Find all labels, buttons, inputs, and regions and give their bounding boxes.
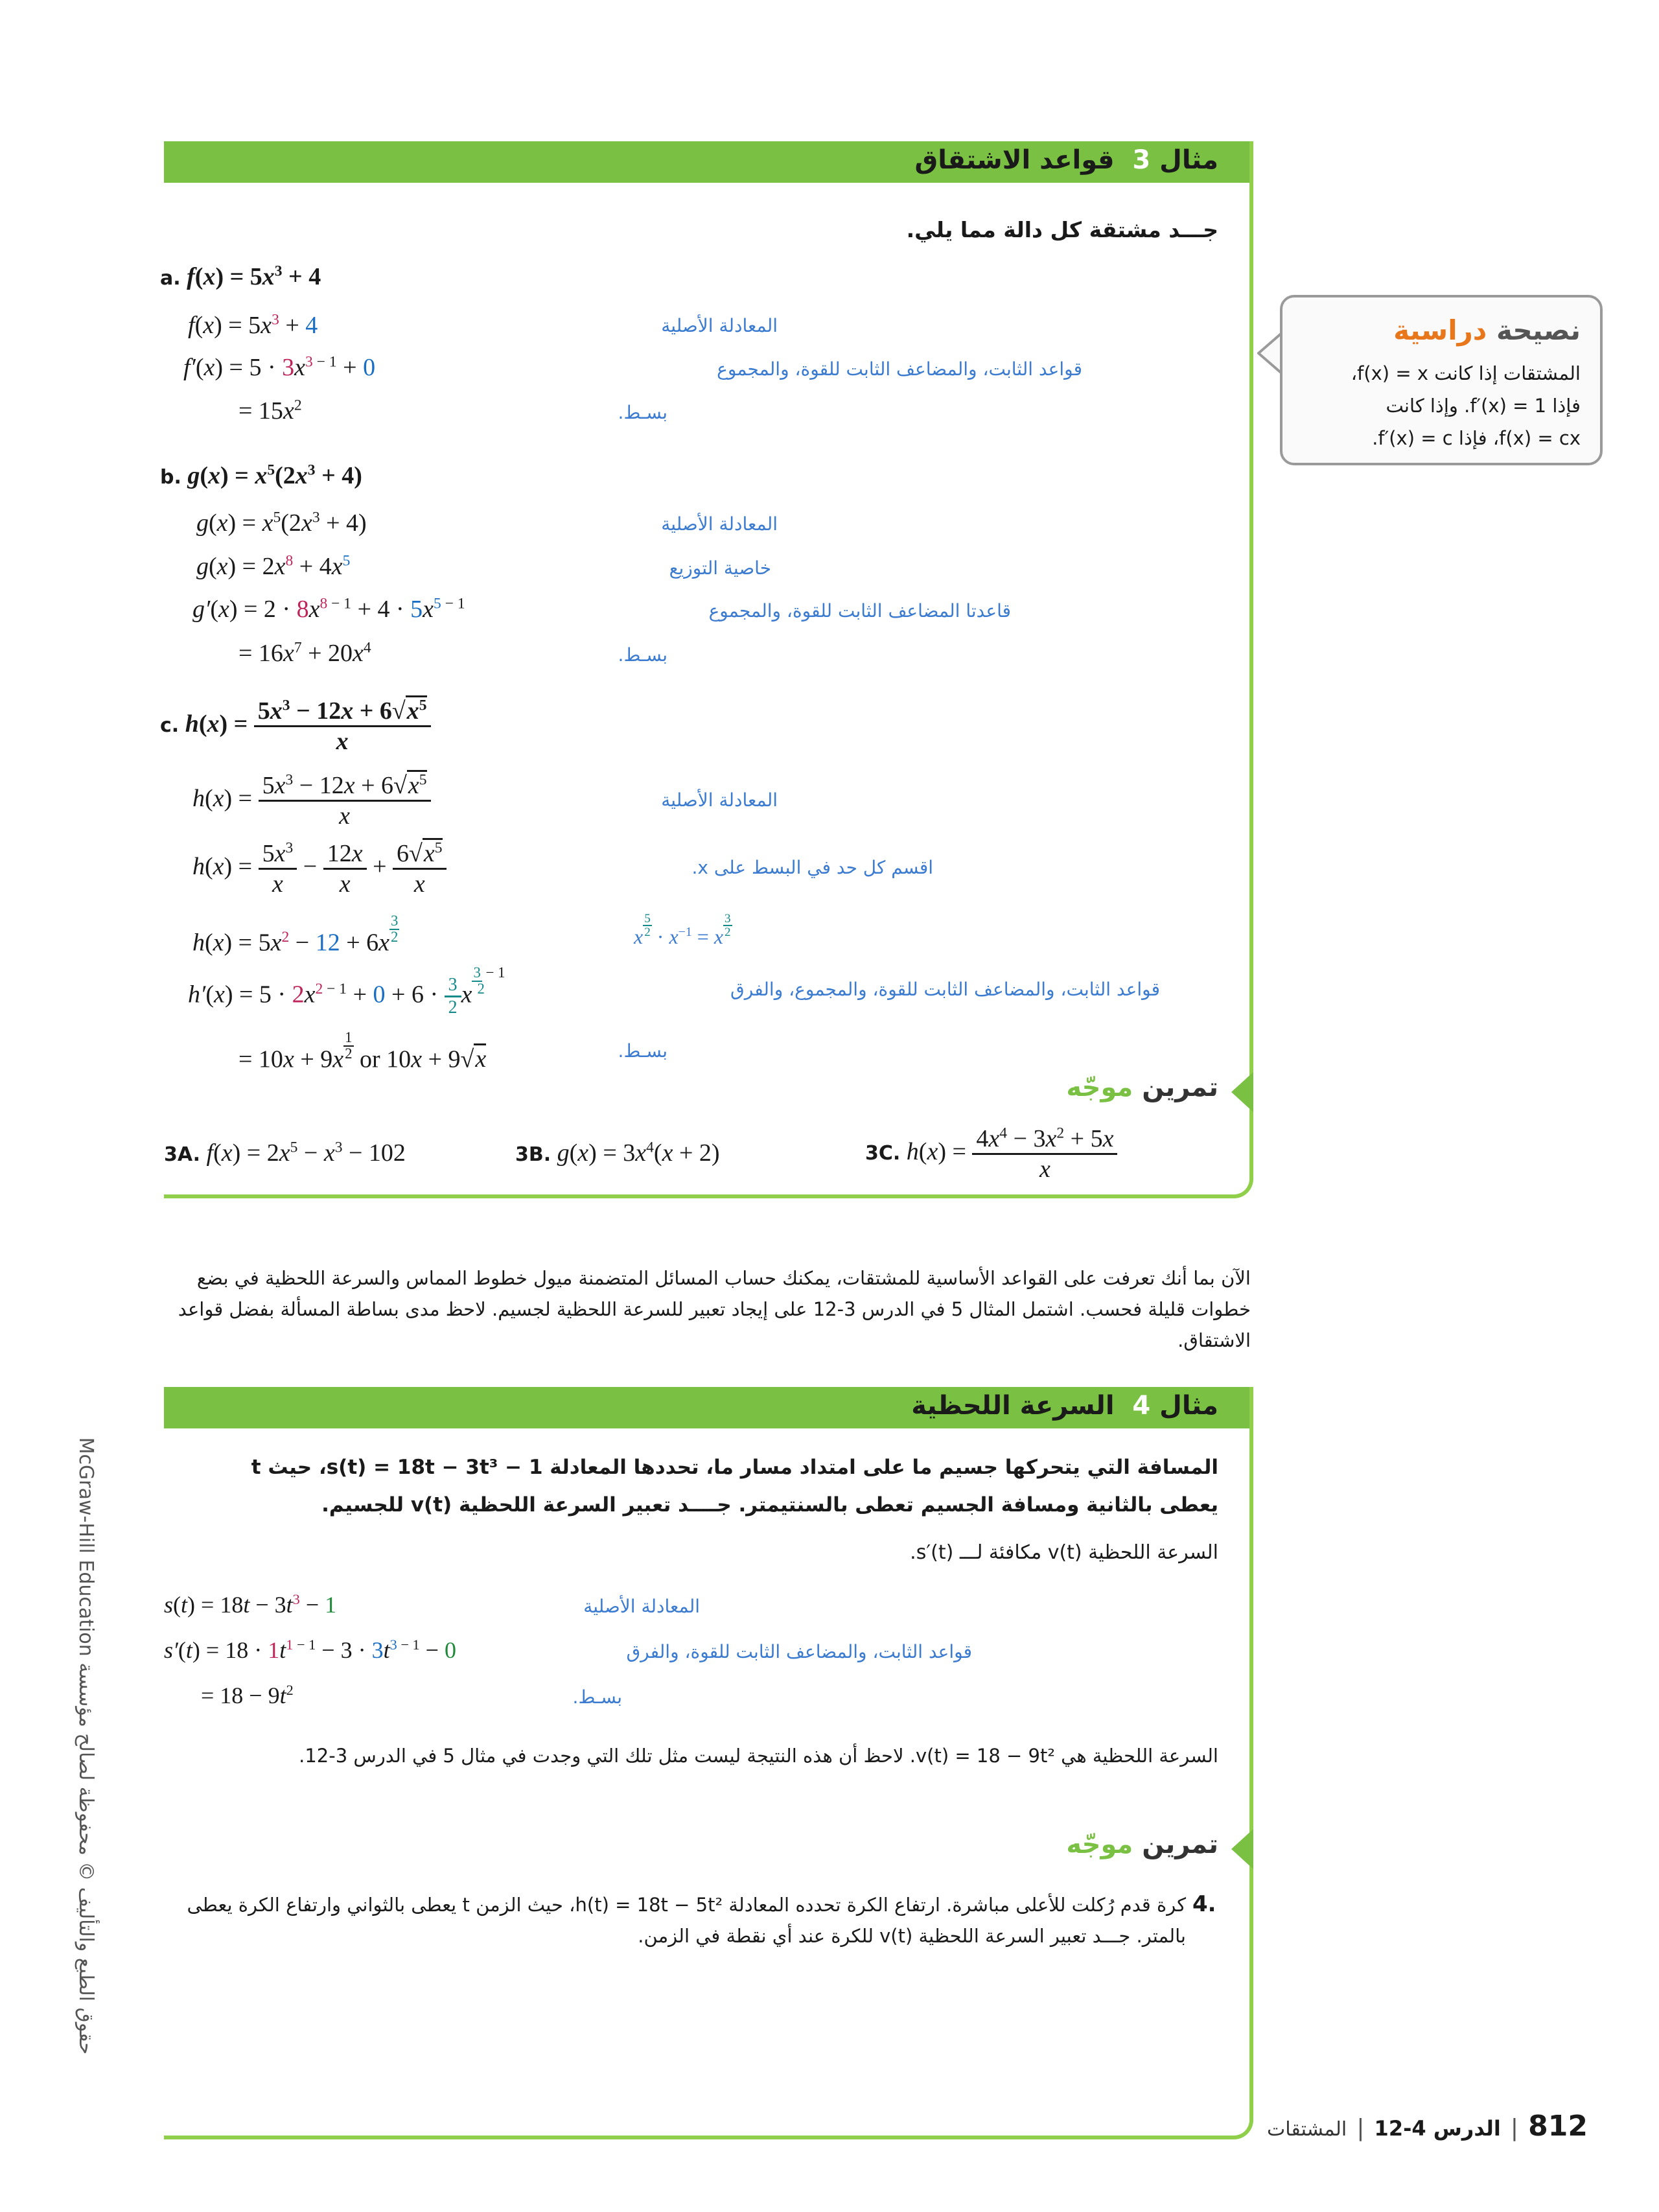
exercise-3a-label: 3A. [164, 1143, 201, 1166]
footer-separator-2: | [1356, 2115, 1365, 2141]
part-c-step-4: $h'(x) = 5 \cdot 2x^{2 - 1} + 0 + 6$ · $\frac{3}{2}$ x3 − 1 2 [188, 964, 505, 1018]
part-a-label: a. [160, 267, 181, 290]
part-b-step-2: $g(x) = 2x^8 + 4x^5$ [196, 552, 351, 580]
example-4-step-2: $s'(t) = 18 \cdot 1t^{1 - 1} - 3 \cdot 3t^{3 - 1} - 0$ [164, 1636, 456, 1663]
part-c-note-1: المعادلة الأصلية [661, 789, 778, 811]
example-number: 3 [1132, 145, 1151, 175]
example-4-conclusion: السرعة اللحظية هي v(t) = 18 − 9t². لاحظ أن هذه النتيجة ليست مثل تلك التي وجدت في مثال 5 في الدرس 3-12. [299, 1745, 1218, 1767]
part-a-note-3: بسـط. [618, 402, 667, 423]
example-label: مثال [1159, 1391, 1218, 1421]
example-label: مثال [1159, 145, 1218, 175]
lesson-label: الدرس 4-12 [1374, 2116, 1501, 2141]
exercise-3c-label: 3C. [865, 1142, 901, 1165]
study-tip-box [1280, 295, 1603, 465]
exercise-4-text: كرة قدم رُكلت للأعلى مباشرة. ارتفاع الكرة تحدده المعادلة h(t) = 18t − 5t²، حيث الزمن t يعطى بالثواني وارتفاع الكرة يعطى بالمتر. جـــد تعبير السرعة اللحظية v(t) للكرة عند أي نقطة في الزمن. [187, 1894, 1186, 1947]
copyright-sidebar: حقوق الطبع والتأليف © محفوظة لصالح مؤسسة McGraw-Hill Education [75, 1437, 97, 2055]
part-b-step-4: = $16x^7 + 20x^4$ [238, 639, 371, 667]
guided-accent-word: موجّه [1066, 1830, 1133, 1859]
study-tip-title-word1: نصيحة [1496, 314, 1581, 346]
part-a-note-1: المعادلة الأصلية [661, 315, 778, 336]
study-tip-title-word2: دراسية [1393, 314, 1487, 346]
study-tip-line-3: f(x) = cx، فإذا f′(x) = c. [1372, 427, 1581, 449]
exercise-3b: 3B. $g(x) = 3x^4(x + 2)$ [515, 1139, 720, 1167]
part-a-heading: a. $f(x) = 5x^3 + 4$ [160, 262, 321, 290]
example-4-step-1: $s(t) = 18t - 3t^3 - 1$ [164, 1591, 337, 1618]
study-tip-line-1: المشتقات إذا كانت f(x) = x، [1351, 362, 1581, 384]
part-a-step-3: = $15x^2$ [238, 397, 302, 425]
part-c-step-3: $h(x) = 5x^2 - 12 + 6x$ $\frac{3}{2}$ [192, 913, 399, 957]
part-c-step-5: = 10x + 9x $\frac{1}{2}$ or 10x + 9√x [238, 1029, 487, 1073]
example-3-instruction: جـــد مشتقة كل دالة مما يلي. [906, 217, 1218, 242]
example-4-note-1: المعادلة الأصلية [583, 1596, 700, 1617]
part-c-note-3: x $\frac{5}{2}$ · $x^{-1} = x$ $\frac{3}{2}$ [634, 912, 731, 948]
part-c-note-2: اقسم كل حد في البسط على x. [691, 857, 933, 878]
study-tip-line-2: فإذا f′(x) = 1. وإذا كانت [1386, 395, 1581, 417]
part-b-note-4: بسـط. [618, 644, 667, 666]
part-b-step-1: $g(x) = x^5(2x^3 + 4)$ [196, 509, 367, 537]
guided-practice-4-arrow [1231, 1826, 1257, 1872]
part-b-label: b. [160, 466, 181, 489]
part-a-note-2: قواعد الثابت، والمضاعف الثابت للقوة، والمجموع [717, 358, 1082, 380]
part-b-heading: b. $g(x) = x^5(2x^3 + 4)$ [160, 461, 362, 489]
exercise-4-number: 4. [1192, 1891, 1216, 1917]
guided-word: تمرين [1142, 1073, 1218, 1102]
page-footer [1231, 2110, 1588, 2148]
part-c-heading: c. h(x) = $\frac{5x^3 - 12x + 6√x^5}{x}$ [160, 697, 431, 756]
exercise-3b-label: 3B. [515, 1143, 551, 1166]
example-4-step-3: = $18 - 9t^2$ [201, 1682, 294, 1708]
guided-accent-word: موجّه [1066, 1073, 1133, 1102]
part-c-note-4: قواعد الثابت، والمضاعف الثابت للقوة، والمجموع، والفرق [730, 979, 1160, 1000]
section-title: المشتقات [1267, 2118, 1347, 2141]
page-number: 812 [1528, 2110, 1588, 2143]
example-title-text: السرعة اللحظية [911, 1391, 1115, 1421]
guided-practice-3-arrow [1231, 1069, 1257, 1115]
part-a-step-1: $f(x) = 5x^3 + 4$ [188, 311, 318, 339]
example-number: 4 [1132, 1391, 1151, 1421]
part-b-note-2: خاصية التوزيع [669, 557, 771, 579]
part-c-label: c. [160, 714, 180, 738]
guided-word: تمرين [1142, 1830, 1218, 1859]
example-4-title [842, 1391, 1218, 1421]
part-b-step-3: $g'(x) = 2 \cdot 8x^{8 - 1} + 4 \cdot 5x^{5 - 1}$ [192, 595, 465, 623]
guided-practice-3-title [972, 1073, 1218, 1102]
example-title-text: قواعد الاشتقاق [914, 145, 1115, 175]
part-c-step-1: h(x) = $\frac{5x^3 - 12x + 6√x^5}{x}$ [192, 771, 431, 830]
exercise-3a: 3A. $f(x) = 2x^5 - x^3 - 102$ [164, 1139, 406, 1167]
intro-paragraph: الآن بما أنك تعرفت على القواعد الأساسية للمشتقات، يمكنك حساب المسائل المتضمنة ميول خطوط المماس والسرعة اللحظية في بضع خطوات قليلة فحسب. اشتمل المثال 5 في الدرس 3-12 على إيجاد تعبير للسرعة اللحظية لجسيم. لاحظ مدى بساطة المسألة بفضل قواعد الاشتقاق. [178, 1267, 1251, 1351]
part-a-step-2: $f'(x) = 5 \cdot 3x^{3 - 1} + 0$ [183, 353, 376, 381]
footer-separator-1: | [1510, 2115, 1519, 2141]
study-tip-title [1393, 314, 1581, 346]
part-b-note-1: المعادلة الأصلية [661, 513, 778, 535]
part-b-note-3: قاعدتا المضاعف الثابت للقوة، والمجموع [708, 600, 1011, 622]
example-4-note-2: قواعد الثابت، والمضاعف الثابت للقوة، والفرق [626, 1641, 972, 1662]
part-c-note-5: بسـط. [618, 1040, 667, 1062]
example-3-title [842, 145, 1218, 175]
example-4-note-3: بسـط. [572, 1686, 622, 1708]
guided-practice-4-title [972, 1830, 1218, 1859]
part-c-step-2: h(x) = $\frac{5x^3}{x}$ − $\frac{12x}{x}$ + $\frac{6√x^5}{x}$ [192, 839, 447, 898]
exercise-3c: 3C. h(x) = $\frac{4x^4 - 3x^2 + 5x}{x}$ [865, 1124, 1117, 1183]
example-4-problem: المسافة التي يتحركها جسيم ما على امتداد مسار ما، تحددها المعادلة s(t) = 18t − 3t³ − 1، حيث t يعطى بالثانية ومسافة الجسيم تعطى بالسنتيمتر. جــــد تعبير السرعة اللحظية v(t) للجسيم. [251, 1456, 1218, 1517]
example-4-equivalence: السرعة اللحظية v(t) مكافئة لـــ s′(t). [910, 1541, 1218, 1564]
